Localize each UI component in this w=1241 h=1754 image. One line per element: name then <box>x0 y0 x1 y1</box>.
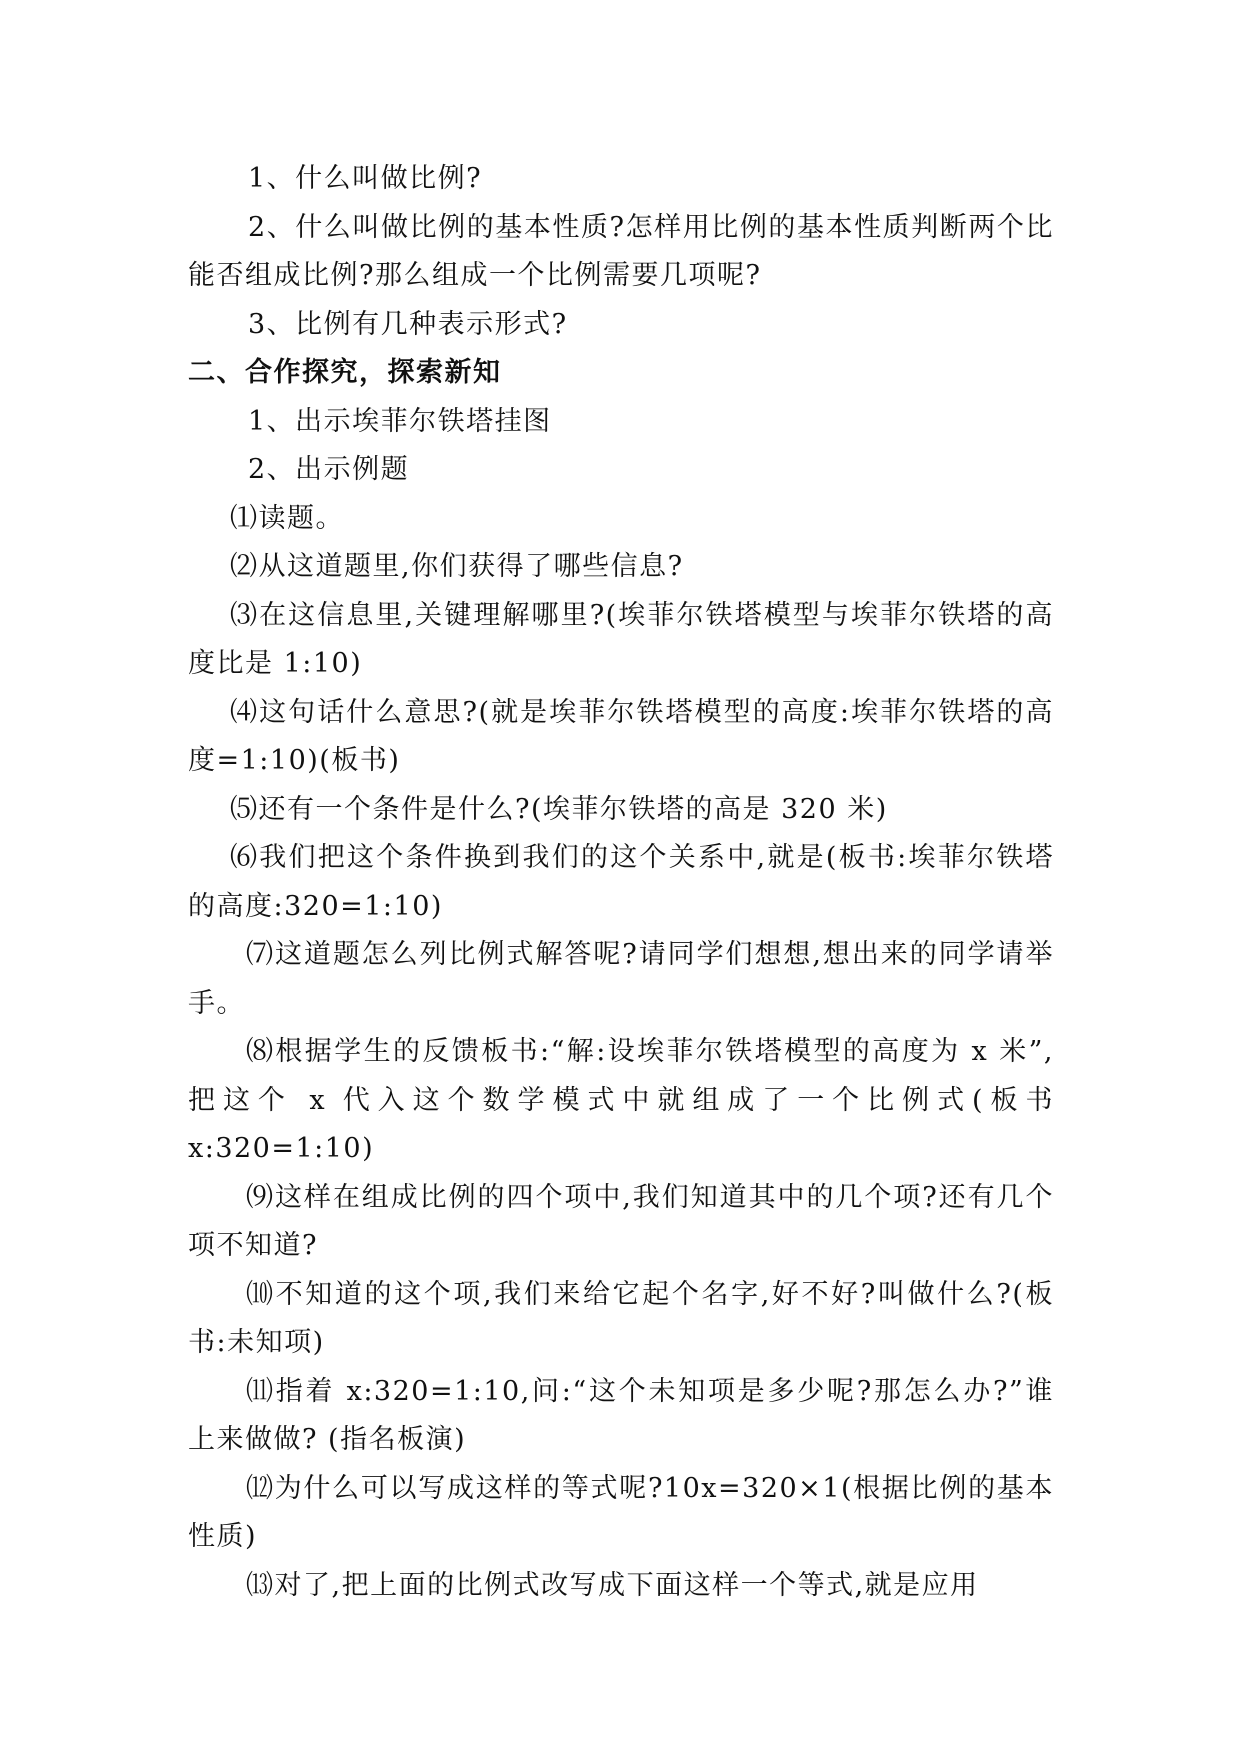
review-question-2: 2、什么叫做比例的基本性质?怎样用比例的基本性质判断两个比能否组成比例?那么组成一个比例需要几项呢? <box>188 211 1054 291</box>
step-1: ⑴读题。 <box>230 502 344 534</box>
step-2: ⑵从这道题里,你们获得了哪些信息? <box>230 551 684 582</box>
step-7: ⑺这道题怎么列比例式解答呢?请同学们想想,想出来的同学请举手。 <box>188 939 1054 1019</box>
step-4: ⑷这句话什么意思?(就是埃菲尔铁塔模型的高度:埃菲尔铁塔的高度=1:10)(板书) <box>188 696 1054 776</box>
step-8: ⑻根据学生的反馈板书:“解:设埃菲尔铁塔模型的高度为 x 米”,把这个 x 代入这个数学模式中就组成了一个比例式(板书 x:320=1:10) <box>188 1036 1054 1164</box>
step-12: ⑿为什么可以写成这样的等式呢?10x=320×1(根据比例的基本性质) <box>188 1472 1054 1552</box>
step-11: ⑾指着 x:320=1:10,问:“这个未知项是多少呢?那怎么办?”谁上来做做? (指名板演) <box>188 1375 1054 1455</box>
step-9: ⑼这样在组成比例的四个项中,我们知道其中的几个项?还有几个项不知道? <box>188 1181 1054 1261</box>
step-10: ⑽不知道的这个项,我们来给它起个名字,好不好?叫做什么?(板书:未知项) <box>188 1278 1054 1358</box>
review-question-1: 1、什么叫做比例? <box>248 163 483 194</box>
step-13: ⒀对了,把上面的比例式改写成下面这样一个等式,就是应用 <box>246 1569 979 1601</box>
review-question-3: 3、比例有几种表示形式? <box>248 308 568 340</box>
step-6: ⑹我们把这个条件换到我们的这个关系中,就是(板书:埃菲尔铁塔的高度:320=1:10) <box>188 842 1054 922</box>
section-item-2: 2、出示例题 <box>248 454 410 485</box>
section-heading: 二、合作探究，探索新知 <box>188 357 502 388</box>
step-5: ⑸还有一个条件是什么?(埃菲尔铁塔的高是 320 米) <box>230 793 888 825</box>
document-body <box>188 155 1054 1610</box>
section-item-1: 1、出示埃菲尔铁塔挂图 <box>248 405 552 437</box>
step-3: ⑶在这信息里,关键理解哪里?(埃菲尔铁塔模型与埃菲尔铁塔的高度比是 1:10) <box>188 599 1054 679</box>
